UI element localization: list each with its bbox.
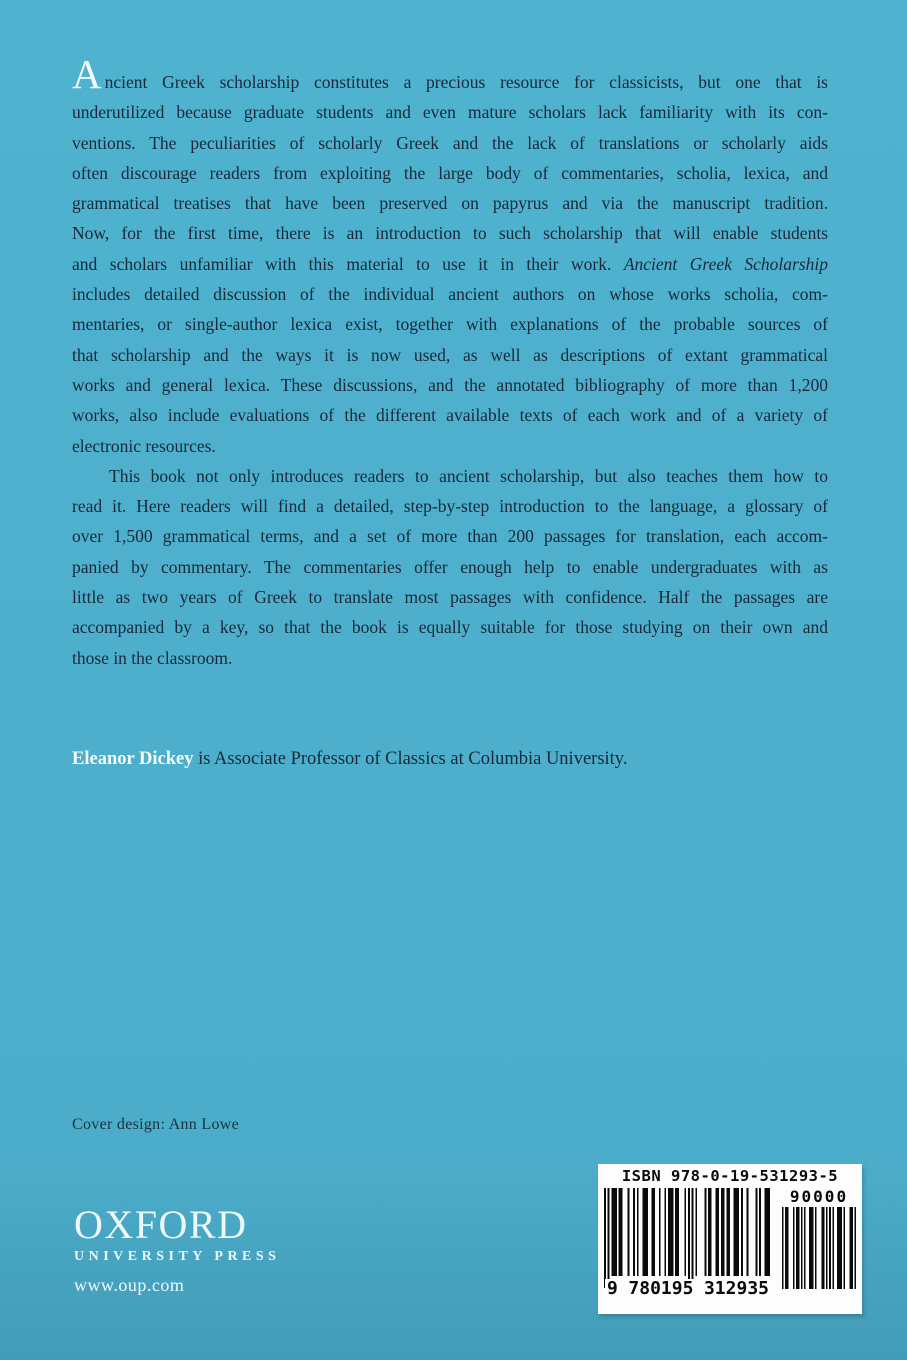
paragraph: [72, 461, 828, 673]
text-line: Ancient Greek scholarship constitutes a precious resource for classicists, but one that is: [72, 51, 828, 97]
text-line: grammatical treatises that have been preserved on papyrus and via the manuscript tradition.: [72, 193, 828, 214]
barcode-panel: [598, 1164, 862, 1314]
text-line: underutilized because graduate students and even mature scholars lack familiarity with its con-: [72, 102, 828, 123]
cover-design-credit: Cover design: Ann Lowe: [72, 1116, 240, 1133]
publisher-subtitle: UNIVERSITY PRESS: [74, 1249, 281, 1264]
text-line: those in the classroom.: [72, 647, 233, 668]
text-line: little as two years of Greek to translate most passages with confidence. Half the passages are: [72, 587, 828, 608]
text-line: over 1,500 grammatical terms, and a set of more than 200 passages for translation, each accom-: [72, 526, 828, 547]
text-line: read it. Here readers will find a detailed, step-by-step introduction to the language, a glossary of: [72, 496, 828, 517]
author-name: Eleanor Dickey: [72, 749, 194, 769]
text-line: includes detailed discussion of the individual ancient authors on whose works scholia, com-: [72, 284, 828, 305]
ean-digits: [604, 1279, 772, 1299]
text-line: This book not only introduces readers to ancient scholarship, but also teaches them how to: [109, 465, 828, 486]
ean5-barcode: [782, 1188, 856, 1289]
publisher-logo: [74, 1204, 280, 1296]
author-line: [72, 744, 832, 774]
text-line: works, also include evaluations of the different available texts of each work and of a variety of: [72, 405, 828, 426]
isbn-label: ISBN 978-0-19-531293-5: [621, 1167, 839, 1185]
text-line: often discourage readers from exploiting the large body of commentaries, scholia, lexica, and: [72, 162, 828, 183]
text-line: works and general lexica. These discussions, and the annotated bibliography of more than 1,200: [72, 374, 828, 395]
initial-cap: A: [72, 51, 102, 97]
text-line: electronic resources.: [72, 435, 216, 456]
text-line: and scholars unfamiliar with this material to use it in their work. Ancient Greek Scholarship: [72, 253, 828, 274]
ean13-barcode: [604, 1188, 772, 1299]
ean13-bars-icon: [604, 1188, 772, 1288]
supplement-value: 90000: [789, 1187, 849, 1206]
text-line: mentaries, or single-author lexica exist, together with explanations of the probable sources of: [72, 314, 828, 335]
blurb: [72, 51, 828, 673]
text-line: Now, for the first time, there is an introduction to such scholarship that will enable students: [72, 223, 828, 244]
ean-digit-group: 312935: [703, 1278, 769, 1299]
ean-digit-group: 780195: [628, 1278, 694, 1299]
text-line: that scholarship and the ways it is now used, as well as descriptions of extant grammatical: [72, 344, 828, 365]
paragraph: [72, 51, 828, 461]
publisher-name: OXFORD: [74, 1202, 248, 1247]
ean5-bars-icon: [782, 1207, 856, 1289]
text-line: accompanied by a key, so that the book is equally suitable for those studying on their own and: [72, 617, 828, 638]
author-bio-text: is Associate Professor of Classics at Columbia University.: [193, 749, 628, 769]
text-line: panied by commentary. The commentaries offer enough help to enable undergraduates with as: [72, 556, 828, 577]
publisher-website: www.oup.com: [74, 1275, 185, 1295]
text-line: ventions. The peculiarities of scholarly Greek and the lack of translations or scholarly aids: [72, 132, 828, 153]
ean-digit-group: 9: [607, 1278, 618, 1299]
